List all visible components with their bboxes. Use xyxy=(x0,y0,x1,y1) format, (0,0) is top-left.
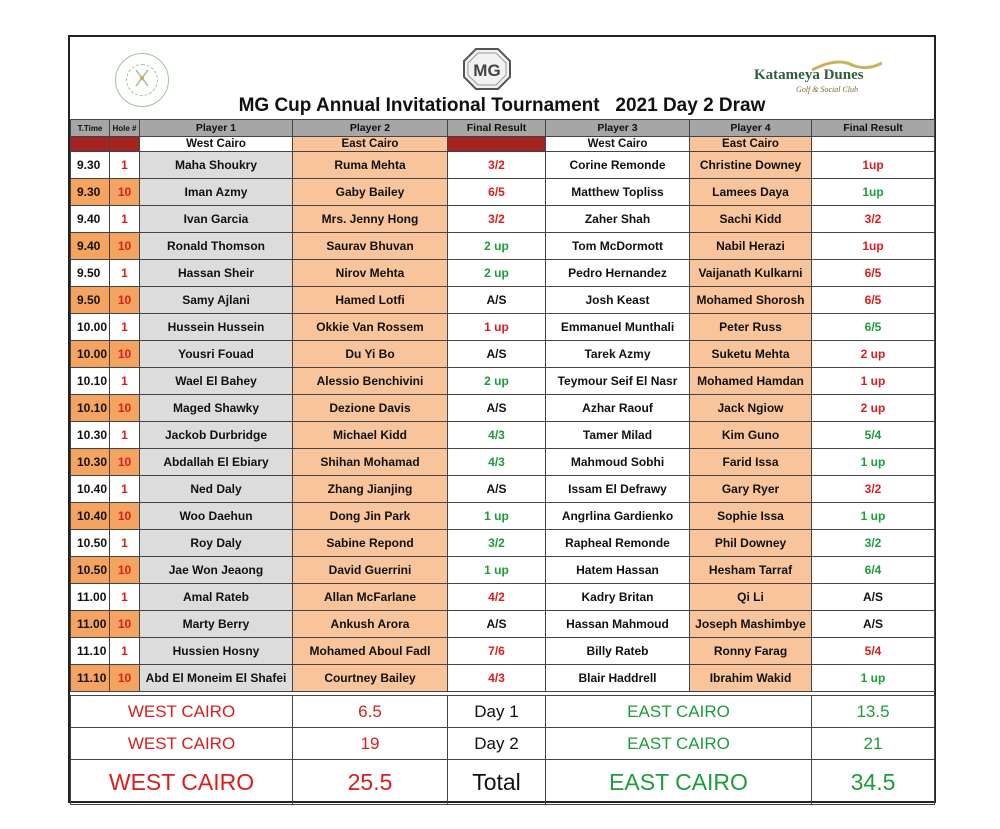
summary-table xyxy=(70,695,935,805)
match-hole: 10 xyxy=(110,665,140,692)
draw-table xyxy=(70,119,935,692)
match-time: 10.00 xyxy=(71,314,110,341)
summary-east-label: EAST CAIRO xyxy=(546,696,812,728)
summary-row xyxy=(71,760,935,805)
player3-name: Pedro Hernandez xyxy=(546,260,690,287)
player1-name: Wael El Bahey xyxy=(140,368,293,395)
match-hole: 10 xyxy=(110,287,140,314)
summary-west-score: 6.5 xyxy=(293,696,448,728)
match-row xyxy=(71,395,935,422)
player1-name: Marty Berry xyxy=(140,611,293,638)
player2-name: Gaby Bailey xyxy=(293,179,448,206)
match-row xyxy=(71,368,935,395)
col-player4: Player 4 xyxy=(690,120,812,137)
player2-name: Sabine Repond xyxy=(293,530,448,557)
match-hole: 10 xyxy=(110,557,140,584)
player3-name: Tamer Milad xyxy=(546,422,690,449)
team-p3: West Cairo xyxy=(546,137,690,152)
team-p1: West Cairo xyxy=(140,137,293,152)
match-time: 9.50 xyxy=(71,287,110,314)
match-time: 9.40 xyxy=(71,233,110,260)
player2-name: Ruma Mehta xyxy=(293,152,448,179)
team-p4: East Cairo xyxy=(690,137,812,152)
result1: 2 up xyxy=(448,368,546,395)
player2-name: Du Yi Bo xyxy=(293,341,448,368)
result2: A/S xyxy=(812,611,935,638)
match-row xyxy=(71,557,935,584)
player4-name: Phil Downey xyxy=(690,530,812,557)
player2-name: Ankush Arora xyxy=(293,611,448,638)
match-time: 10.50 xyxy=(71,557,110,584)
match-hole: 1 xyxy=(110,260,140,287)
katameya-dunes-sub: Golf & Social Club xyxy=(796,85,858,94)
summary-west-score: 25.5 xyxy=(293,760,448,805)
player4-name: Ibrahim Wakid xyxy=(690,665,812,692)
draw-sheet xyxy=(68,35,936,803)
player3-name: Zaher Shah xyxy=(546,206,690,233)
summary-east-label: EAST CAIRO xyxy=(546,760,812,805)
match-time: 9.50 xyxy=(71,260,110,287)
match-hole: 1 xyxy=(110,584,140,611)
match-time: 10.40 xyxy=(71,476,110,503)
col-hole: Hole # xyxy=(110,120,140,137)
summary-west-label: WEST CAIRO xyxy=(71,760,293,805)
result2: 1up xyxy=(812,233,935,260)
result1: 3/2 xyxy=(448,530,546,557)
player2-name: Okkie Van Rossem xyxy=(293,314,448,341)
player4-name: Christine Downey xyxy=(690,152,812,179)
player1-name: Maha Shoukry xyxy=(140,152,293,179)
result1: A/S xyxy=(448,476,546,503)
match-time: 10.50 xyxy=(71,530,110,557)
player1-name: Maged Shawky xyxy=(140,395,293,422)
match-hole: 10 xyxy=(110,341,140,368)
player3-name: Emmanuel Munthali xyxy=(546,314,690,341)
player2-name: Zhang Jianjing xyxy=(293,476,448,503)
player1-name: Iman Azmy xyxy=(140,179,293,206)
match-hole: 10 xyxy=(110,503,140,530)
result1: 1 up xyxy=(448,503,546,530)
player2-name: Shihan Mohamad xyxy=(293,449,448,476)
player4-name: Jack Ngiow xyxy=(690,395,812,422)
team-p2: East Cairo xyxy=(293,137,448,152)
player4-name: Peter Russ xyxy=(690,314,812,341)
summary-east-score: 34.5 xyxy=(812,760,935,805)
player3-name: Rapheal Remonde xyxy=(546,530,690,557)
match-row xyxy=(71,584,935,611)
player1-name: Abdallah El Ebiary xyxy=(140,449,293,476)
result2: 6/5 xyxy=(812,314,935,341)
result1: 4/3 xyxy=(448,422,546,449)
match-row xyxy=(71,341,935,368)
summary-west-label: WEST CAIRO xyxy=(71,696,293,728)
result2: 1 up xyxy=(812,368,935,395)
player3-name: Billy Rateb xyxy=(546,638,690,665)
golf-clubs-icon xyxy=(132,68,152,88)
result1: 3/2 xyxy=(448,206,546,233)
result1: 2 up xyxy=(448,260,546,287)
svg-text:MG: MG xyxy=(473,61,501,80)
mg-logo xyxy=(462,47,512,91)
result2: A/S xyxy=(812,584,935,611)
player1-name: Jae Won Jeaong xyxy=(140,557,293,584)
result2: 1up xyxy=(812,179,935,206)
player3-name: Hassan Mahmoud xyxy=(546,611,690,638)
player4-name: Hesham Tarraf xyxy=(690,557,812,584)
player1-name: Roy Daly xyxy=(140,530,293,557)
summary-day-label: Day 2 xyxy=(448,728,546,760)
player2-name: Nirov Mehta xyxy=(293,260,448,287)
result1: 2 up xyxy=(448,233,546,260)
player2-name: Michael Kidd xyxy=(293,422,448,449)
col-time: T.Time xyxy=(71,120,110,137)
match-time: 9.40 xyxy=(71,206,110,233)
player3-name: Angrlina Gardienko xyxy=(546,503,690,530)
player1-name: Amal Rateb xyxy=(140,584,293,611)
match-time: 9.30 xyxy=(71,179,110,206)
match-row xyxy=(71,152,935,179)
match-row xyxy=(71,422,935,449)
result2: 3/2 xyxy=(812,206,935,233)
player2-name: Saurav Bhuvan xyxy=(293,233,448,260)
match-row xyxy=(71,260,935,287)
match-time: 10.10 xyxy=(71,395,110,422)
col-result2: Final Result xyxy=(812,120,935,137)
player3-name: Corine Remonde xyxy=(546,152,690,179)
summary-east-score: 21 xyxy=(812,728,935,760)
player4-name: Sachi Kidd xyxy=(690,206,812,233)
match-row xyxy=(71,611,935,638)
result1: 7/6 xyxy=(448,638,546,665)
player2-name: Alessio Benchivini xyxy=(293,368,448,395)
player3-name: Mahmoud Sobhi xyxy=(546,449,690,476)
match-time: 10.40 xyxy=(71,503,110,530)
summary-west-label: WEST CAIRO xyxy=(71,728,293,760)
team-row xyxy=(71,137,935,152)
match-row xyxy=(71,530,935,557)
column-header-row xyxy=(71,120,935,137)
match-hole: 10 xyxy=(110,449,140,476)
result2: 5/4 xyxy=(812,638,935,665)
match-row xyxy=(71,449,935,476)
match-hole: 1 xyxy=(110,638,140,665)
player3-name: Azhar Raouf xyxy=(546,395,690,422)
player4-name: Suketu Mehta xyxy=(690,341,812,368)
result1: A/S xyxy=(448,341,546,368)
match-hole: 10 xyxy=(110,395,140,422)
result2: 2 up xyxy=(812,395,935,422)
player4-name: Kim Guno xyxy=(690,422,812,449)
result1: 1 up xyxy=(448,314,546,341)
match-hole: 1 xyxy=(110,314,140,341)
player2-name: Dezione Davis xyxy=(293,395,448,422)
player2-name: Mrs. Jenny Hong xyxy=(293,206,448,233)
player3-name: Tom McDormott xyxy=(546,233,690,260)
match-time: 11.00 xyxy=(71,584,110,611)
player2-name: Courtney Bailey xyxy=(293,665,448,692)
player1-name: Hussein Hussein xyxy=(140,314,293,341)
col-result1: Final Result xyxy=(448,120,546,137)
match-row xyxy=(71,665,935,692)
match-row xyxy=(71,314,935,341)
player1-name: Ned Daly xyxy=(140,476,293,503)
player1-name: Abd El Moneim El Shafei xyxy=(140,665,293,692)
player4-name: Gary Ryer xyxy=(690,476,812,503)
result1: A/S xyxy=(448,611,546,638)
player2-name: Dong Jin Park xyxy=(293,503,448,530)
match-time: 9.30 xyxy=(71,152,110,179)
match-hole: 1 xyxy=(110,206,140,233)
match-hole: 1 xyxy=(110,152,140,179)
result2: 1up xyxy=(812,152,935,179)
player2-name: Allan McFarlane xyxy=(293,584,448,611)
sheet-header xyxy=(70,37,934,119)
match-hole: 10 xyxy=(110,611,140,638)
match-hole: 1 xyxy=(110,422,140,449)
match-time: 10.00 xyxy=(71,341,110,368)
match-row xyxy=(71,287,935,314)
match-row xyxy=(71,476,935,503)
player1-name: Hassan Sheir xyxy=(140,260,293,287)
match-hole: 1 xyxy=(110,476,140,503)
summary-day-label: Total xyxy=(448,760,546,805)
player1-name: Ivan Garcia xyxy=(140,206,293,233)
player1-name: Jackob Durbridge xyxy=(140,422,293,449)
player4-name: Farid Issa xyxy=(690,449,812,476)
player3-name: Blair Haddrell xyxy=(546,665,690,692)
player1-name: Hussien Hosny xyxy=(140,638,293,665)
result1: 6/5 xyxy=(448,179,546,206)
player2-name: Mohamed Aboul Fadl xyxy=(293,638,448,665)
result1: 1 up xyxy=(448,557,546,584)
match-row xyxy=(71,179,935,206)
match-time: 10.30 xyxy=(71,422,110,449)
player4-name: Mohamed Shorosh xyxy=(690,287,812,314)
result2: 1 up xyxy=(812,503,935,530)
player2-name: David Guerrini xyxy=(293,557,448,584)
col-player2: Player 2 xyxy=(293,120,448,137)
result2: 6/5 xyxy=(812,260,935,287)
match-time: 11.10 xyxy=(71,665,110,692)
player4-name: Qi Li xyxy=(690,584,812,611)
result1: A/S xyxy=(448,287,546,314)
katameya-dunes-name: Katameya Dunes xyxy=(754,67,864,83)
match-row xyxy=(71,638,935,665)
player4-name: Vaijanath Kulkarni xyxy=(690,260,812,287)
player4-name: Mohamed Hamdan xyxy=(690,368,812,395)
result2: 6/5 xyxy=(812,287,935,314)
player4-name: Sophie Issa xyxy=(690,503,812,530)
match-time: 11.10 xyxy=(71,638,110,665)
result2: 3/2 xyxy=(812,530,935,557)
player3-name: Issam El Defrawy xyxy=(546,476,690,503)
match-row xyxy=(71,206,935,233)
col-player3: Player 3 xyxy=(546,120,690,137)
result1: 4/2 xyxy=(448,584,546,611)
match-row xyxy=(71,233,935,260)
player3-name: Kadry Britan xyxy=(546,584,690,611)
col-player1: Player 1 xyxy=(140,120,293,137)
player3-name: Josh Keast xyxy=(546,287,690,314)
match-row xyxy=(71,503,935,530)
match-hole: 10 xyxy=(110,179,140,206)
player3-name: Tarek Azmy xyxy=(546,341,690,368)
player1-name: Woo Daehun xyxy=(140,503,293,530)
result1: A/S xyxy=(448,395,546,422)
match-hole: 1 xyxy=(110,368,140,395)
katameya-dunes-logo xyxy=(754,59,894,99)
player2-name: Hamed Lotfi xyxy=(293,287,448,314)
summary-row xyxy=(71,696,935,728)
summary-east-label: EAST CAIRO xyxy=(546,728,812,760)
page-title: MG Cup Annual Invitational Tournament 2021 Day 2 Draw xyxy=(238,95,766,116)
match-time: 10.10 xyxy=(71,368,110,395)
match-time: 11.00 xyxy=(71,611,110,638)
result1: 4/3 xyxy=(448,449,546,476)
player4-name: Joseph Mashimbye xyxy=(690,611,812,638)
result2: 6/4 xyxy=(812,557,935,584)
result2: 1 up xyxy=(812,449,935,476)
player1-name: Ronald Thomson xyxy=(140,233,293,260)
player3-name: Matthew Topliss xyxy=(546,179,690,206)
player4-name: Ronny Farag xyxy=(690,638,812,665)
result1: 3/2 xyxy=(448,152,546,179)
summary-east-score: 13.5 xyxy=(812,696,935,728)
summary-west-score: 19 xyxy=(293,728,448,760)
match-time: 10.30 xyxy=(71,449,110,476)
match-hole: 10 xyxy=(110,233,140,260)
player4-name: Nabil Herazi xyxy=(690,233,812,260)
result2: 5/4 xyxy=(812,422,935,449)
player3-name: Teymour Seif El Nasr xyxy=(546,368,690,395)
summary-day-label: Day 1 xyxy=(448,696,546,728)
result1: 4/3 xyxy=(448,665,546,692)
player1-name: Samy Ajlani xyxy=(140,287,293,314)
summary-row xyxy=(71,728,935,760)
result2: 3/2 xyxy=(812,476,935,503)
player4-name: Lamees Daya xyxy=(690,179,812,206)
match-hole: 1 xyxy=(110,530,140,557)
result2: 1 up xyxy=(812,665,935,692)
player1-name: Yousri Fouad xyxy=(140,341,293,368)
result2: 2 up xyxy=(812,341,935,368)
player3-name: Hatem Hassan xyxy=(546,557,690,584)
